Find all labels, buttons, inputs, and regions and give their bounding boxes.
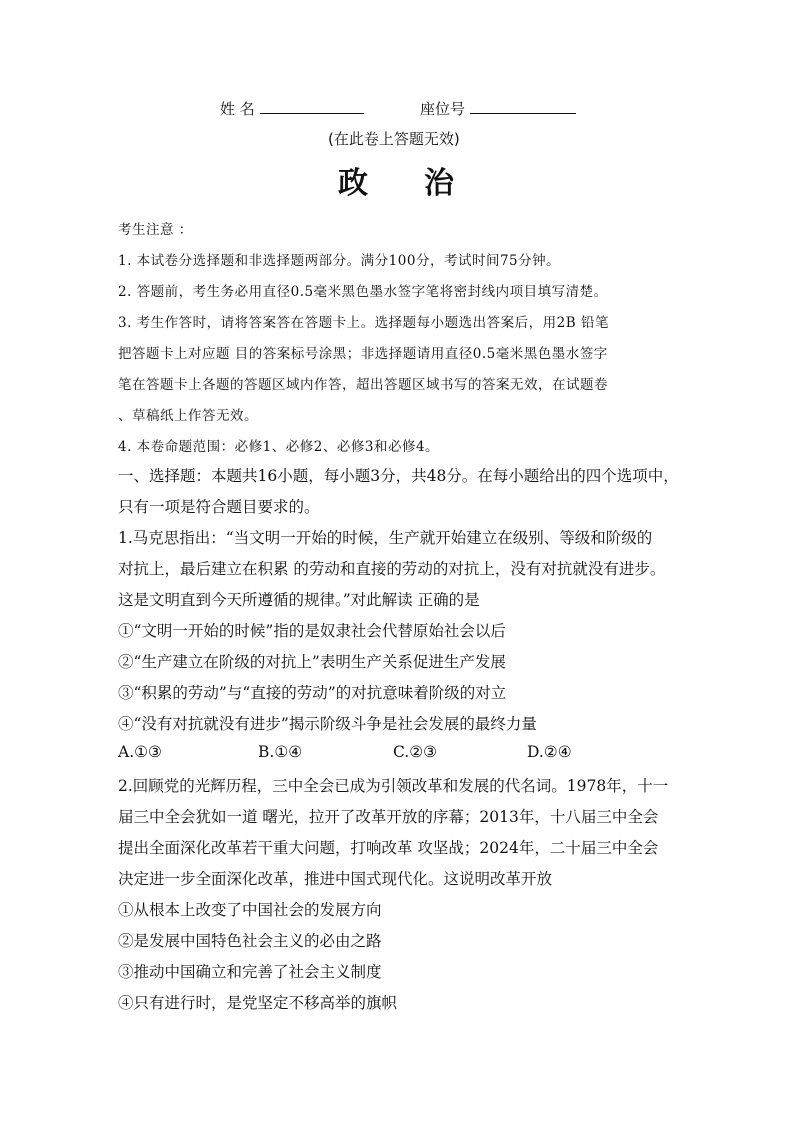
q1-option-d: D.②④ <box>527 743 572 761</box>
q1-option-c: C.②③ <box>393 743 438 761</box>
notice-line: 1. 本试卷分选择题和非选择题两部分。满分100分，考试时间75分钟。 <box>118 253 561 269</box>
q1-item: ③“积累的劳动”与“直接的劳动”的对抗意味着阶级的对立 <box>118 684 507 702</box>
notice-line: 2. 答题前，考生务必用直径0.5毫米黑色墨水签字笔将密封线内项目填写清楚。 <box>118 284 608 300</box>
section-heading-line: 一、选择题：本题共16小题，每小题3分，共48分。在每小题给出的四个选项中， <box>118 467 679 485</box>
q1-option-b: B.①④ <box>258 743 303 761</box>
q2-stem-line: 提出全面深化改革若干重大问题，打响改革 攻坚战；2024年，二十届三中全会 <box>118 839 659 857</box>
q2-item: ②是发展中国特色社会主义的必由之路 <box>118 932 382 950</box>
q2-item: ③推动中国确立和完善了社会主义制度 <box>118 963 382 981</box>
notice-line: 3. 考生作答时，请将答案答在答题卡上。选择题每小题选出答案后，用2B 铅笔 <box>118 315 609 331</box>
name-label: 姓 名 <box>220 100 255 118</box>
invalid-note: (在此卷上答题无效) <box>328 130 460 148</box>
q1-item: ②“生产建立在阶级的对抗上”表明生产关系促进生产发展 <box>118 653 506 671</box>
q2-stem-line: 2.回顾党的光辉历程，三中全会已成为引领改革和发展的代名词。1978年，十一 <box>118 777 669 795</box>
notice-line: 4. 本卷命题范围：必修1、必修2、必修3和必修4。 <box>118 439 440 455</box>
q2-stem-line: 届三中全会犹如一道 曙光，拉开了改革开放的序幕；2013年，十八届三中全会 <box>118 808 659 826</box>
q1-option-a: A.①③ <box>118 743 162 761</box>
q1-stem-line: 对抗上，最后建立在积累 的劳动和直接的劳动的对抗上，没有对抗就没有进步。 <box>118 560 666 578</box>
title-char-1: 政 <box>338 166 368 201</box>
title-char-2: 治 <box>424 166 454 201</box>
q2-item: ④只有进行时，是党坚定不移高举的旗帜 <box>118 994 398 1012</box>
seat-label: 座位号 <box>420 100 466 118</box>
q1-item: ④“没有对抗就没有进步”揭示阶级斗争是社会发展的最终力量 <box>118 715 537 733</box>
q1-stem-line: 这是文明直到今天所遵循的规律。”对此解读 正确的是 <box>118 591 480 609</box>
q2-stem-line: 决定进一步全面深化改革，推进中国式现代化。这说明改革开放 <box>118 870 553 888</box>
notice-line: 笔在答题卡上各题的答题区域内作答，超出答题区域书写的答案无效，在试题卷 <box>118 377 608 393</box>
q1-stem-line: 1.马克思指出：“当文明一开始的时候，生产就开始建立在级别、等级和阶级的 <box>118 529 653 547</box>
notice-line: 、草稿纸上作答无效。 <box>118 408 258 424</box>
section-heading-line: 只有一项是符合题目要求的。 <box>118 498 320 516</box>
name-blank <box>260 99 364 114</box>
notice-heading: 考生注意 ： <box>118 222 193 238</box>
name-field-row <box>220 98 364 119</box>
seat-field-row <box>420 98 576 119</box>
seat-blank <box>470 99 576 114</box>
q1-item: ①“文明一开始的时候”指的是奴隶社会代替原始社会以后 <box>118 622 506 640</box>
q2-item: ①从根本上改变了中国社会的发展方向 <box>118 901 382 919</box>
notice-line: 把答题卡上对应题 目的答案标号涂黑；非选择题请用直径0.5毫米黑色墨水签字 <box>118 346 608 362</box>
